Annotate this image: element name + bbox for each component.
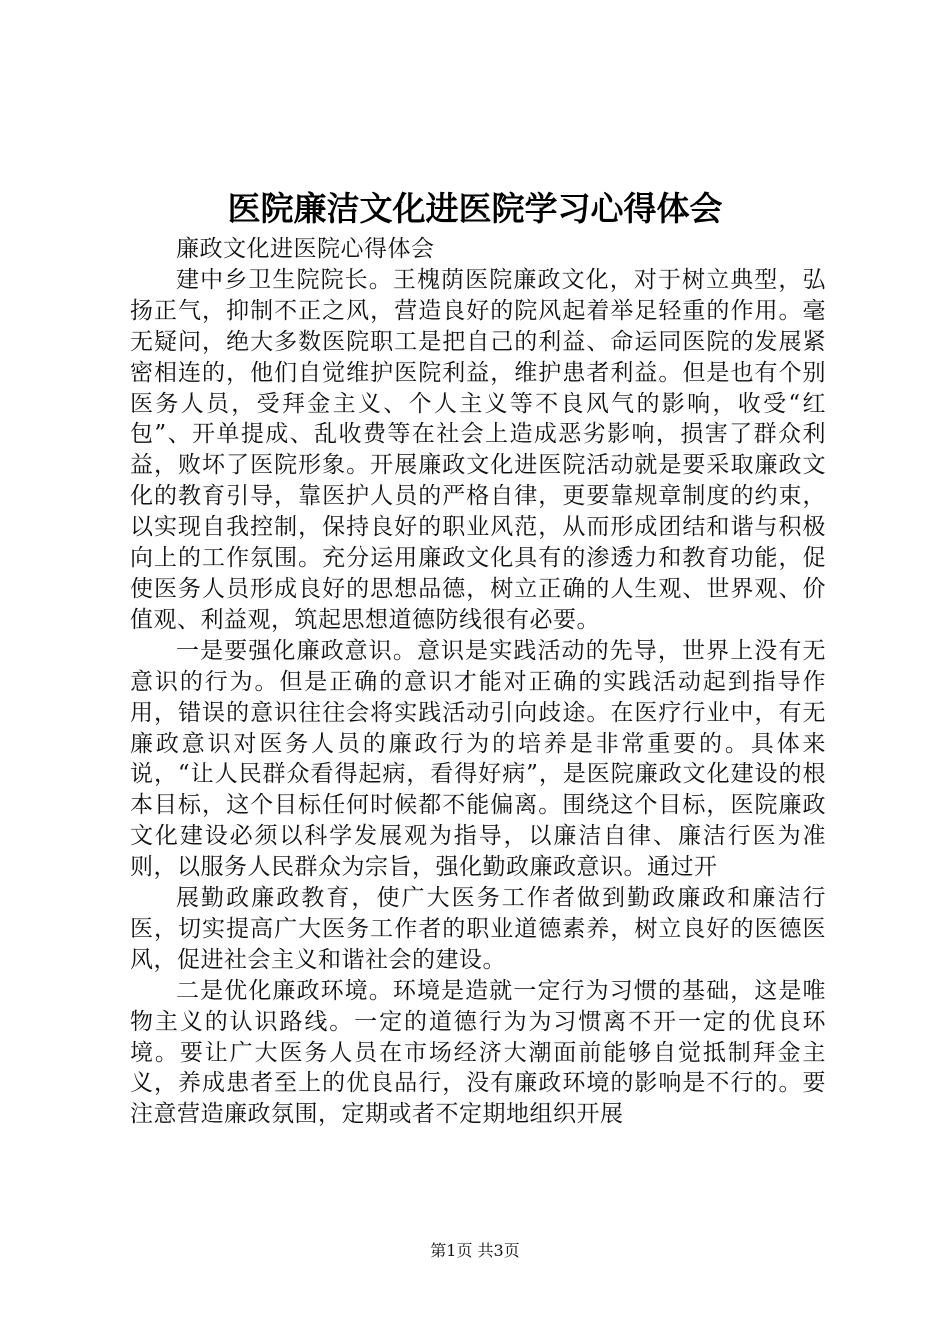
document-title: 医院廉洁文化进医院学习心得体会 bbox=[227, 189, 723, 228]
paragraph-point-one-continued: 展勤政廉政教育，使广大医务工作者做到勤政廉政和廉洁行医，切实提高广大医务工作者的职业道德素养，树立良好的医德医风，促进社会主义和谐社会的建设。 bbox=[130, 885, 826, 973]
page-number-footer: 第1页 共3页 bbox=[430, 1241, 520, 1260]
paragraph-subtitle: 廉政文化进医院心得体会 bbox=[176, 236, 435, 262]
paragraph-intro: 建中乡卫生院院长。王槐荫医院廉政文化，对于树立典型，弘扬正气，抑制不正之风，营造良好的院风起着举足轻重的作用。毫无疑问，绝大多数医院职工是把自己的利益、命运同医院的发展紧密相连的，他们自觉维护医院利益，维护患者利益。但是也有个别医务人员，受拜金主义、个人主义等不良风气的影响，收受“红包”、开单提成、乱收费等在社会上造成恶劣影响，损害了群众利益，败坏了医院形象。开展廉政文化进医院活动就是要采取廉政文化的教育引导，靠医护人员的严格自律，更要靠规章制度的约束，以实现自我控制，保持良好的职业风范，从而形成团结和谐与积极向上的工作氛围。充分运用廉政文化具有的渗透力和教育功能，促使医务人员形成良好的思想品德，树立正确的人生观、世界观、价值观、利益观，筑起思想道德防线很有必要。 bbox=[130, 266, 826, 633]
paragraph-point-two: 二是优化廉政环境。环境是造就一定行为习惯的基础，这是唯物主义的认识路线。一定的道德行为为习惯离不开一定的优良环境。要让广大医务人员在市场经济大潮面前能够自觉抵制拜金主义，养成患者至上的优良品行，没有廉政环境的影响是不行的。要注意营造廉政氛围，定期或者不定期地组织开展 bbox=[130, 977, 826, 1128]
paragraph-point-one: 一是要强化廉政意识。意识是实践活动的先导，世界上没有无意识的行为。但是正确的意识才能对正确的实践活动起到指导作用，错误的意识往往会将实践活动引向歧途。在医疗行业中，有无廉政意识对医务人员的廉政行为的培养是非常重要的。具体来说，“让人民群众看得起病，看得好病”，是医院廉政文化建设的根本目标，这个目标任何时候都不能偏离。围绕这个目标，医院廉政文化建设必须以科学发展观为指导，以廉洁自律、廉洁行医为准则，以服务人民群众为宗旨，强化勤政廉政意识。通过开 bbox=[130, 637, 826, 881]
document-body bbox=[130, 234, 826, 1130]
